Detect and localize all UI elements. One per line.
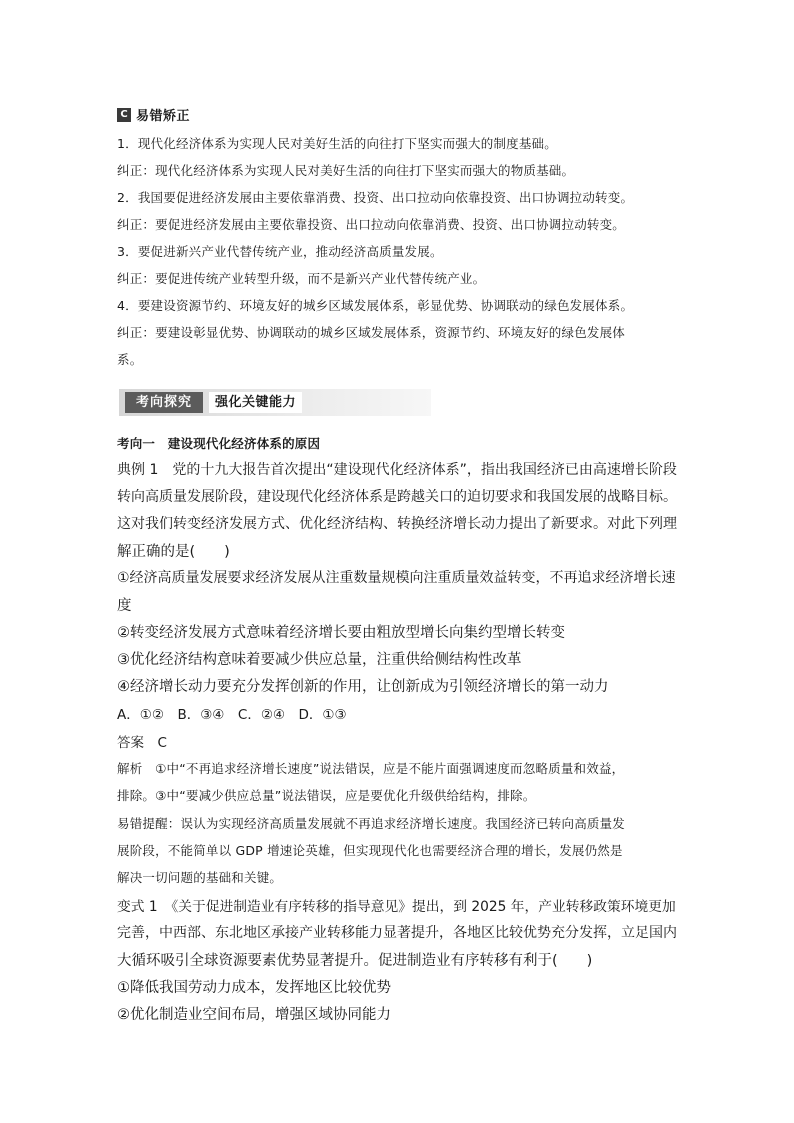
correction-line: 纠正：要促进经济发展由主要依靠投资、出口拉动向依靠消费、投资、出口协调拉动转变。 xyxy=(117,217,626,232)
option-line: ②优化制造业空间布局，增强区域协同能力 xyxy=(117,1007,391,1023)
option-line: ③优化经济结构意味着要减少供应总量，注重供给侧结构性改革 xyxy=(117,652,522,668)
band-subtitle: 强化关键能力 xyxy=(209,392,302,413)
option-line: 度 xyxy=(117,598,132,614)
example-line: 转向高质量发展阶段，建设现代化经济体系是跨越关口的迫切要求和我国发展的战略目标。 xyxy=(117,489,677,505)
option-line: ②转变经济发展方式意味着经济增长要由粗放型增长向集约型增长转变 xyxy=(117,625,565,641)
correction-line: 1．现代化经济体系为实现人民对美好生活的向往打下坚实而强大的制度基础。 xyxy=(117,136,557,151)
analysis-line: 解析 ①中“不再追求经济增长速度”说法错误，应是不能片面强调速度而忽略质量和效益， xyxy=(117,761,625,776)
example-line: 解正确的是( ) xyxy=(117,544,230,560)
answer-line: 答案 C xyxy=(117,735,167,751)
variant-line: 大循环吸引全球资源要素优势显著提升。促进制造业有序转移有利于( ) xyxy=(117,953,593,969)
option-line: ④经济增长动力要充分发挥创新的作用，让创新成为引领经济增长的第一动力 xyxy=(117,679,609,695)
correction-line: 系。 xyxy=(117,352,143,367)
correction-line: 4．要建设资源节约、环境友好的城乡区域发展体系，彰显优势、协调联动的绿色发展体系。 xyxy=(117,298,634,313)
variant-line: 完善，中西部、东北地区承接产业转移能力显著提升，各地区比较优势充分发挥，立足国内 xyxy=(117,925,677,941)
correction-line: 纠正：要促进传统产业转型升级，而不是新兴产业代替传统产业。 xyxy=(117,271,486,286)
tip-line: 易错提醒：误认为实现经济高质量发展就不再追求经济增长速度。我国经济已转向高质量发 xyxy=(117,816,626,831)
band-tag: 考向探究 xyxy=(125,392,203,413)
c-badge-icon: C xyxy=(117,108,131,122)
section-title: 易错矫正 xyxy=(136,109,191,124)
example-line: 典例 1 党的十九大报告首次提出“建设现代化经济体系”，指出我国经济已由高速增长阶段 xyxy=(117,462,677,478)
section-header xyxy=(117,105,190,124)
variant-line: 变式 1 《关于促进制造业有序转移的指导意见》提出，到 2025 年，产业转移政策环境更加 xyxy=(117,899,676,915)
correction-line: 2．我国要促进经济发展由主要依靠消费、投资、出口拉动向依靠投资、出口协调拉动转变。 xyxy=(117,190,634,205)
tip-line: 展阶段，不能简单以 GDP 增速论英雄，但实现现代化也需要经济合理的增长，发展仍然是 xyxy=(117,843,623,858)
correction-line: 纠正：现代化经济体系为实现人民对美好生活的向往打下坚实而强大的物质基础。 xyxy=(117,163,575,178)
correction-line: 3．要促进新兴产业代替传统产业，推动经济高质量发展。 xyxy=(117,244,443,259)
topic-heading: 考向一 建设现代化经济体系的原因 xyxy=(117,436,321,451)
analysis-line: 排除。③中“要减少供应总量”说法错误，应是要优化升级供给结构，排除。 xyxy=(117,788,536,803)
option-line: ①经济高质量发展要求经济发展从注重数量规模向注重质量效益转变，不再追求经济增长速 xyxy=(117,570,676,586)
example-line: 这对我们转变经济发展方式、优化经济结构、转换经济增长动力提出了新要求。对此下列理 xyxy=(117,516,677,532)
correction-line: 纠正：要建设彰显优势、协调联动的城乡区域发展体系，资源节约、环境友好的绿色发展体 xyxy=(117,325,626,340)
section-band xyxy=(119,389,431,416)
choices-line: A．①② B．③④ C．②④ D．①③ xyxy=(117,707,347,723)
tip-line: 解决一切问题的基础和关键。 xyxy=(117,870,283,885)
option-line: ①降低我国劳动力成本，发挥地区比较优势 xyxy=(117,980,391,996)
